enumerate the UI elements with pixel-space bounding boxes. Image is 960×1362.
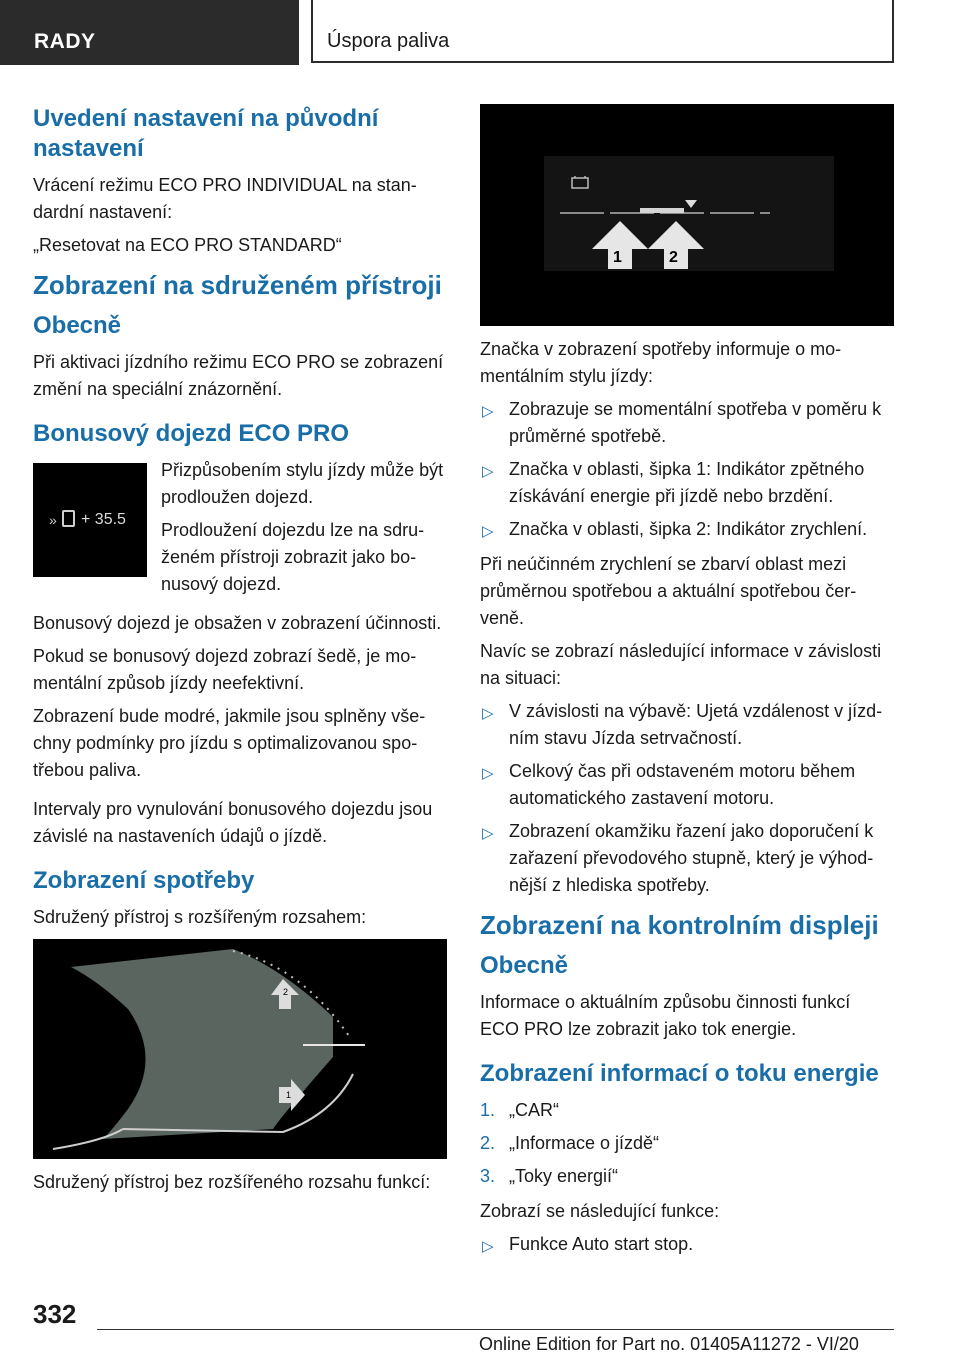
paragraph-inefficient: Při neúčinném zrychlení se zbarví oblast mezi průměrnou spotřebou a aktuální spotřebou červeně.: [480, 554, 857, 628]
triangle-bullet-icon: ▷: [482, 1238, 494, 1255]
footer-edition: Online Edition for Part no. 01405A11272 - VI/20: [479, 1334, 859, 1354]
paragraph-functions: Zobrazí se následující funkce:: [480, 1201, 720, 1221]
heading-general-left: Obecně: [33, 312, 122, 339]
step-item: 1. „CAR“: [480, 1100, 559, 1120]
marker-list: [480, 396, 894, 543]
paragraph-consumption-1: Sdružený přístroj s rozšířeným rozsahem:: [33, 907, 367, 927]
section-title: RADY: [34, 30, 96, 53]
list-item: ▷ Zobrazuje se momentální spotřeba v poměru k průměrné spotřebě.: [482, 399, 882, 446]
fuel-pump-icon: [62, 510, 75, 527]
triangle-bullet-icon: ▷: [482, 463, 494, 480]
paragraph-bonus-2: Prodloužení dojezdu lze na sdruženém přístroji zobrazit jako bonusový dojezd.: [161, 520, 425, 594]
list-item: ▷ Funkce Auto start stop.: [480, 1231, 894, 1258]
triangle-bullet-icon: ▷: [482, 825, 494, 842]
chevron-icon: »: [49, 512, 57, 528]
arrow-1-label: 1: [286, 1090, 292, 1100]
list-item: ▷ V závislosti na výbavě: Ujetá vzdálenost v jízdním stavu Jízda setrvačností.: [482, 701, 883, 748]
arrow-1-label: 1: [613, 249, 622, 266]
triangle-bullet-icon: ▷: [482, 705, 494, 722]
triangle-bullet-icon: ▷: [482, 523, 494, 540]
functions-list: [480, 1231, 894, 1258]
cluster-gauge-graphic: [33, 939, 447, 1159]
additional-info-list: [480, 698, 894, 899]
paragraph-consumption-2: Sdružený přístroj bez rozšířeného rozsahu funkcí:: [33, 1172, 431, 1192]
page-number: 332: [33, 1299, 77, 1329]
footer-divider: [97, 1329, 894, 1330]
heading-consumption: Zobrazení spotřeby: [33, 867, 255, 894]
topic-title: Úspora paliva: [327, 30, 450, 52]
right-column: [480, 104, 894, 1266]
paragraph-bonus-3: Bonusový dojezd je obsažen v zobrazení účinnosti.: [33, 613, 442, 633]
heading-bonus: Bonusový dojezd ECO PRO: [33, 420, 350, 447]
bonus-range-image: [33, 463, 147, 577]
triangle-bullet-icon: ▷: [482, 403, 494, 420]
left-column: [33, 104, 447, 1202]
paragraph-marker: Značka v zobrazení spotřeby informuje o momentálním stylu jízdy:: [480, 339, 842, 386]
paragraph-general-left: Při aktivaci jízdního režimu ECO PRO se zobrazení změní na speciální znázornění.: [33, 352, 444, 399]
bonus-range-value: + 35.5: [81, 511, 126, 528]
heading-general-right: Obecně: [480, 952, 569, 979]
paragraph-bonus-1: Přizpůsobením stylu jízdy může být prodloužen dojezd.: [161, 460, 444, 507]
triangle-bullet-icon: ▷: [482, 765, 494, 782]
step-item: 3. „Toky energií“: [480, 1166, 619, 1186]
paragraph-bonus-4: Pokud se bonusový dojezd zobrazí šedě, je momentální způsob jízdy neefektivní.: [33, 646, 417, 693]
paragraph-bonus-6: Intervaly pro vynulování bonusového dojezdu jsou závislé na nastaveních údajů o jízdě.: [33, 799, 433, 846]
heading-control-display: Zobrazení na kontrolním displeji: [480, 910, 879, 940]
heading-energy-flow: Zobrazení informací o toku energie: [480, 1060, 879, 1087]
section-tab: [0, 0, 299, 65]
heading-reset: Uvedení nastavení na původní nastavení: [33, 105, 379, 162]
consumption-bar-graphic: [480, 104, 894, 326]
list-item: ▷ Zobrazení okamžiku řazení jako doporučení k zařazení převodového stupně, který je výhodnější z hlediska spotřeby.: [482, 821, 874, 895]
paragraph-additional: Navíc se zobrazí následující informace v závislosti na situaci:: [480, 641, 882, 688]
step-item: 2. „Informace o jízdě“: [480, 1133, 660, 1153]
bonus-row: [33, 457, 447, 604]
consumption-bar-image: [480, 104, 894, 326]
paragraph-reset-2: „Resetovat na ECO PRO STANDARD“: [33, 235, 342, 255]
topic-tab: [311, 0, 894, 63]
list-item: ▷ Značka v oblasti, šipka 1: Indikátor zpětného získávání energie při jízdě nebo brzdění.: [482, 459, 865, 506]
arrow-2-label: 2: [669, 249, 678, 266]
paragraph-general-right: Informace o aktuálním způsobu činnosti funkcí ECO PRO lze zobrazit jako tok energie.: [480, 992, 851, 1039]
list-item: ▷ Celkový čas při odstaveném motoru během automatického zastavení motoru.: [482, 761, 856, 808]
cluster-extended-image: [33, 939, 447, 1159]
paragraph-reset-1: Vrácení režimu ECO PRO INDIVIDUAL na standardní nastavení:: [33, 175, 417, 222]
list-item: ▷ Značka v oblasti, šipka 2: Indikátor zrychlení.: [480, 516, 894, 543]
heading-cluster: Zobrazení na sdruženém přístroji: [33, 270, 442, 300]
arrow-2-label: 2: [283, 987, 289, 997]
paragraph-bonus-5: Zobrazení bude modré, jakmile jsou splněny všechny podmínky pro jízdu s optimalizovanou spotřebou paliva.: [33, 706, 426, 780]
steps-list: [480, 1097, 894, 1190]
